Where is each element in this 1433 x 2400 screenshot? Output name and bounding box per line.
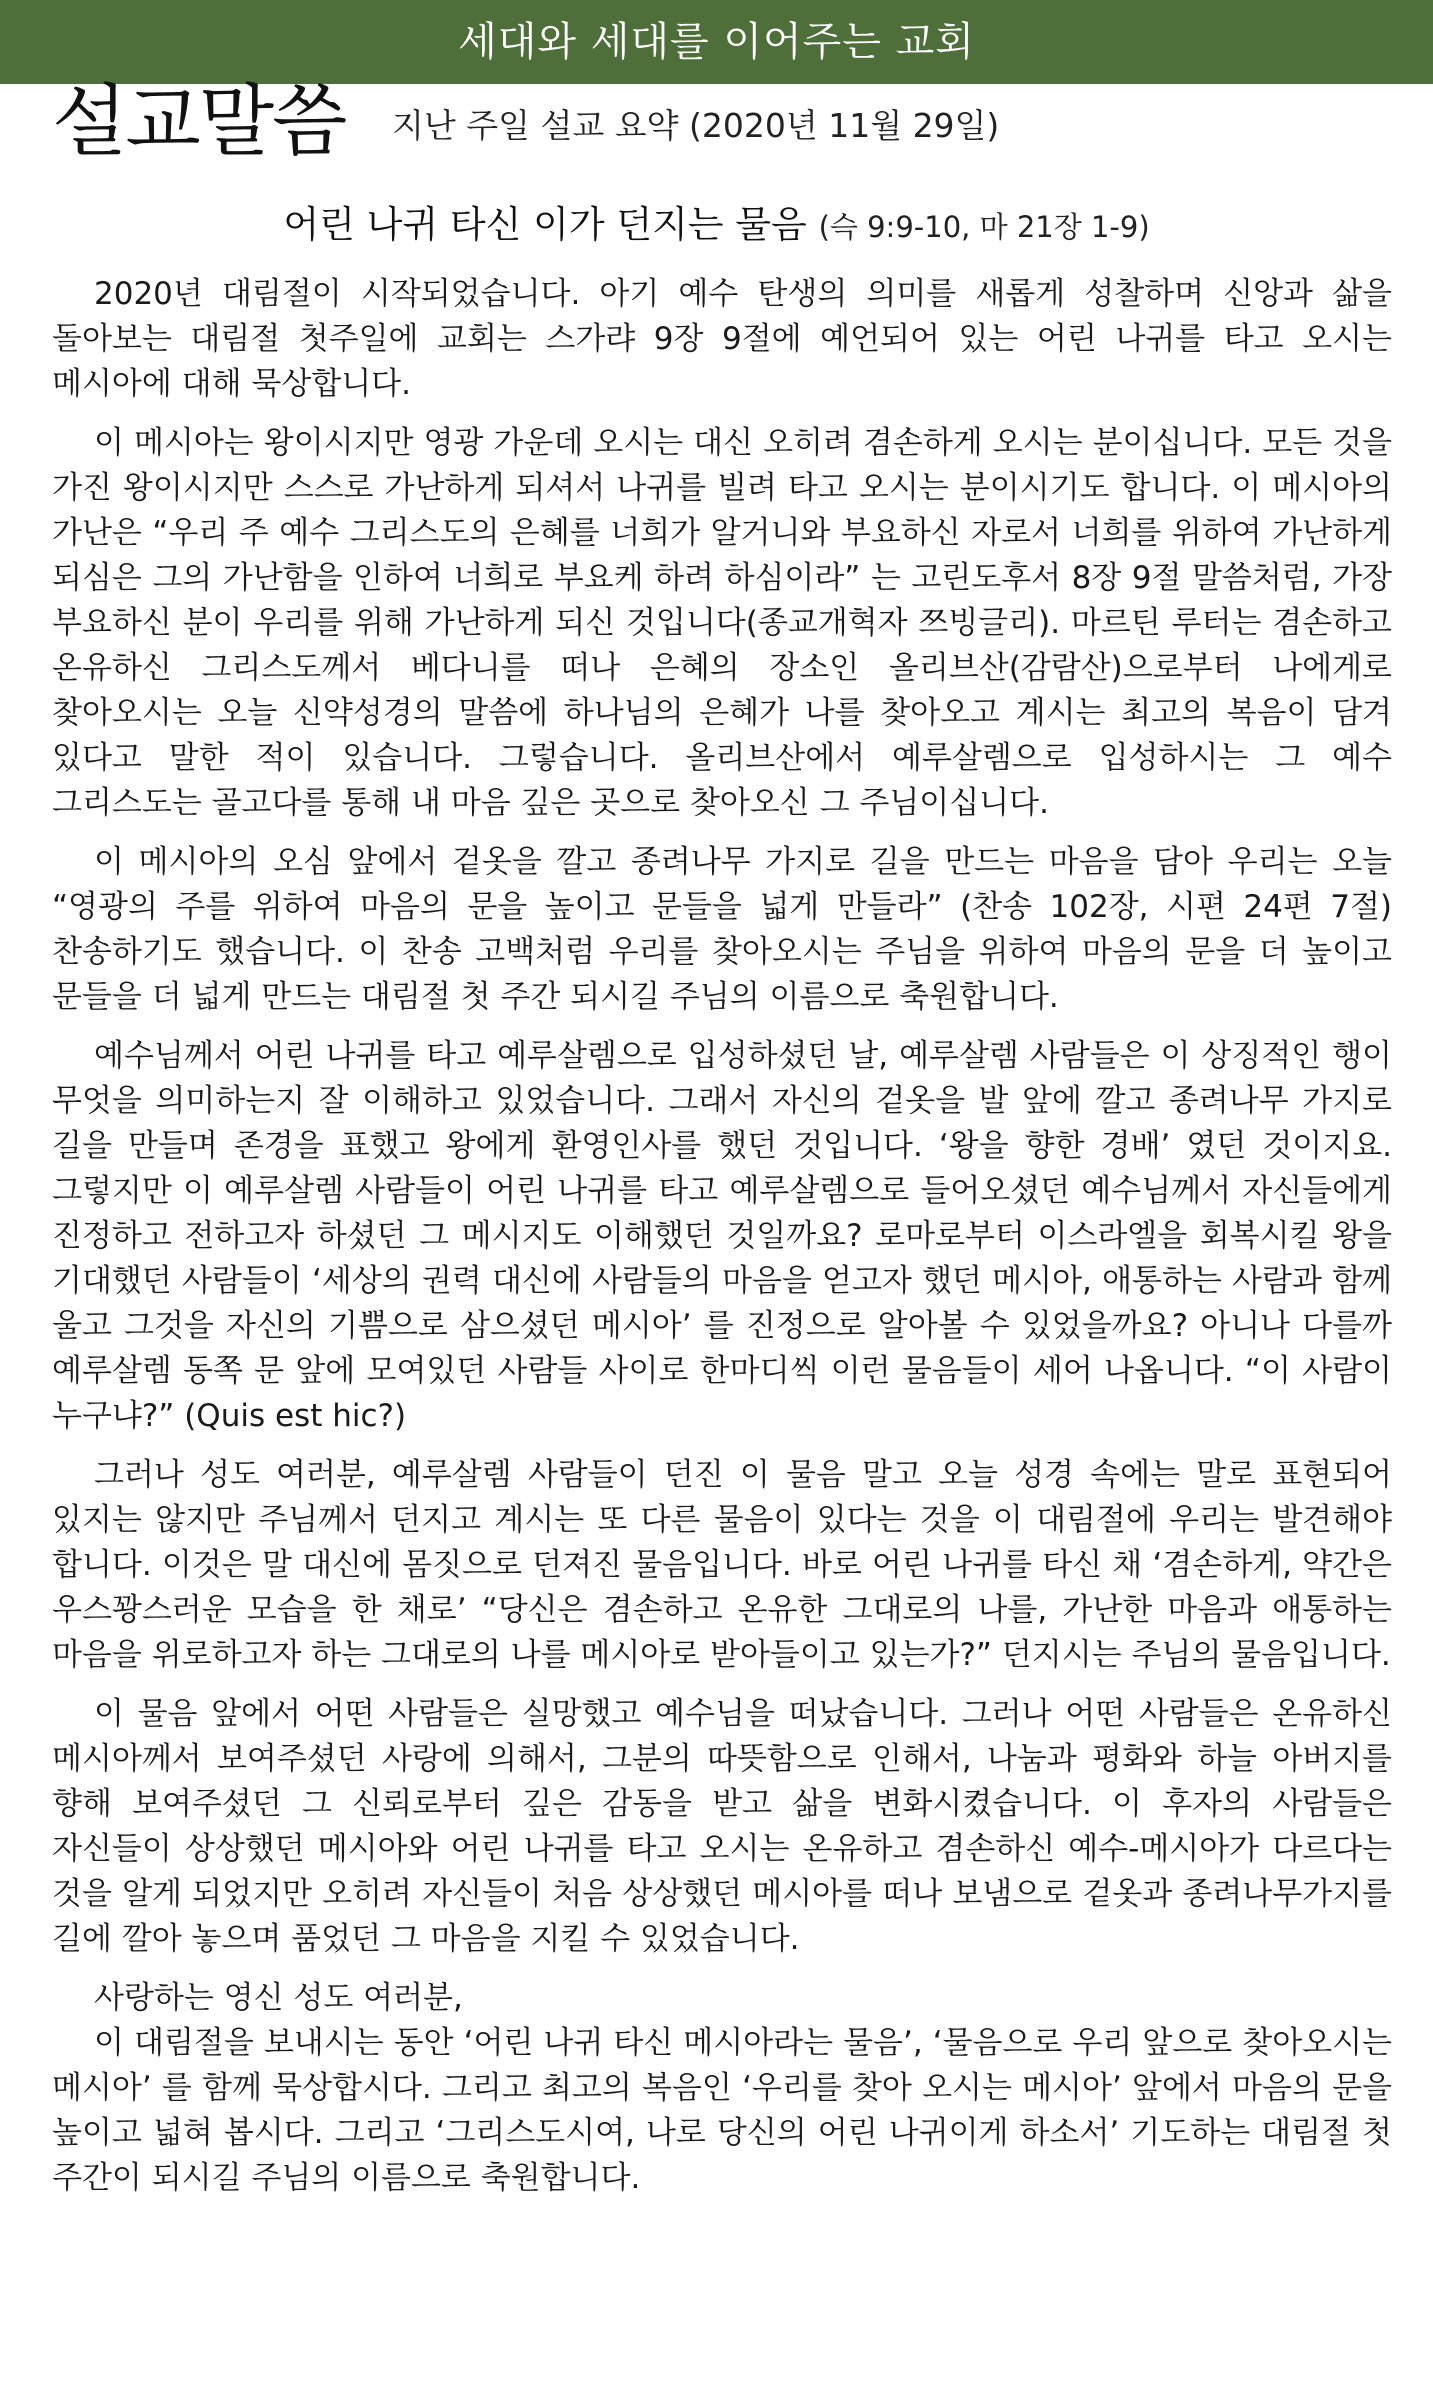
sermon-paragraph: 이 메시아의 오심 앞에서 겉옷을 깔고 종려나무 가지로 길을 만드는 마음을 담아 우리는 오늘 “영광의 주를 위하여 마음의 문을 높이고 문들을 넓게 만들라” (찬송 102장, 시편 24편 7절) 찬송하기도 했습니다. 이 찬송 고백처럼 우리를 찾아오시는 주님을 위하여 마음의 문을 더 높이고 문들을 더 넓게 만드는 대림절 첫 주간 되시길 주님의 이름으로 축원합니다.	[52, 844, 1392, 1015]
sermon-paragraph: 2020년 대림절이 시작되었습니다. 아기 예수 탄생의 의미를 새롭게 성찰하며 신앙과 삶을 돌아보는 대림절 첫주일에 교회는 스가랴 9장 9절에 예언되어 있는 어린 나귀를 타고 오시는 메시아에 대해 묵상합니다.	[52, 276, 1392, 402]
sermon-title-text: 어린 나귀 타신 이가 던지는 물음	[283, 203, 807, 246]
scripture-reference: (슥 9:9-10, 마 21장 1-9)	[818, 210, 1150, 244]
banner-text: 세대와 세대를 이어주는 교회	[458, 19, 975, 65]
sermon-paragraph: 이 물음 앞에서 어떤 사람들은 실망했고 예수님을 떠났습니다. 그러나 어떤 사람들은 온유하신 메시아께서 보여주셨던 사랑에 의해서, 그분의 따뜻함으로 인해서, 나눔과 평화와 하늘 아버지를 향해 보여주셨던 그 신뢰로부터 깊은 감동을 받고 삶을 변화시켰습니다. 이 후자의 사람들은 자신들이 상상했던 메시아와 어린 나귀를 타고 오시는 온유하고 겸손하신 예수-메시아가 다르다는 것을 알게 되었지만 오히려 자신들이 처음 상상했던 메시아를 떠나 보냄으로 겉옷과 종려나무가지를 길에 깔아 놓으며 품었던 그 마음을 지킬 수 있었습니다.	[52, 1696, 1392, 1957]
sermon-paragraph: 예수님께서 어린 나귀를 타고 예루살렘으로 입성하셨던 날, 예루살렘 사람들은 이 상징적인 행이 무엇을 의미하는지 잘 이해하고 있었습니다. 그래서 자신의 겉옷을 발 앞에 깔고 종려나무 가지로 길을 만들며 존경을 표했고 왕에게 환영인사를 했던 것입니다. ‘왕을 향한 경배’ 였던 것이지요. 그렇지만 이 예루살렘 사람들이 어린 나귀를 타고 예루살렘으로 들어오셨던 예수님께서 자신들에게 진정하고 전하고자 하셨던 그 메시지도 이해했던 것일까요? 로마로부터 이스라엘을 회복시킬 왕을 기대했던 사람들이 ‘세상의 권력 대신에 사람들의 마음을 얻고자 했던 메시아, 애통하는 사람과 함께 울고 그것을 자신의 기쁨으로 삼으셨던 메시아’ 를 진정으로 알아볼 수 있었을까요? 아니나 다를까 예루살렘 동쪽 문 앞에 모여있던 사람들 사이로 한마디씩 이런 물음들이 세어 나옵니다. “이 사람이 누구냐?” (Quis est hic?)	[52, 1038, 1392, 1434]
section-title: 설교말씀	[52, 77, 346, 167]
church-motto-banner	[0, 0, 1433, 84]
sermon-body	[52, 272, 1392, 2201]
sermon-summary-label: 지난 주일 설교 요약 (2020년 11월 29일)	[392, 106, 1000, 145]
sermon-paragraph: 그러나 성도 여러분, 예루살렘 사람들이 던진 이 물음 말고 오늘 성경 속에는 말로 표현되어 있지는 않지만 주님께서 던지고 계시는 또 다른 물음이 있다는 것을 이 대림절에 우리는 발견해야 합니다. 이것은 말 대신에 몸짓으로 던져진 물음입니다. 바로 어린 나귀를 타신 채 ‘겸손하게, 약간은 우스꽝스러운 모습을 한 채로’ “당신은 겸손하고 온유한 그대로의 나를, 가난한 마음과 애통하는 마음을 위로하고자 하는 그대로의 나를 메시아로 받아들이고 있는가?” 던지시는 주님의 물음입니다.	[52, 1457, 1392, 1673]
sermon-closing: 이 대림절을 보내시는 동안 ‘어린 나귀 타신 메시아라는 물음’, ‘물음으로 우리 앞으로 찾아오시는 메시아’ 를 함께 묵상합시다. 그리고 최고의 복음인 ‘우리를 찾아 오시는 메시아’ 앞에서 마음의 문을 높이고 넓혀 봅시다. 그리고 ‘그리스도시여, 나로 당신의 어린 나귀이게 하소서’ 기도하는 대림절 첫 주간이 되시길 주님의 이름으로 축원합니다.	[52, 2025, 1392, 2196]
sermon-greeting: 사랑하는 영신 성도 여러분,	[94, 1980, 463, 2016]
bulletin-header	[52, 76, 1392, 168]
sermon-title	[0, 200, 1433, 252]
sermon-paragraph: 이 메시아는 왕이시지만 영광 가운데 오시는 대신 오히려 겸손하게 오시는 분이십니다. 모든 것을 가진 왕이시지만 스스로 가난하게 되셔서 나귀를 빌려 타고 오시는 분이시기도 합니다. 이 메시아의 가난은 “우리 주 예수 그리스도의 은혜를 너희가 알거니와 부요하신 자로서 너희를 위하여 가난하게 되심은 그의 가난함을 인하여 너희로 부요케 하려 하심이라” 는 고린도후서 8장 9절 말씀처럼, 가장 부요하신 분이 우리를 위해 가난하게 되신 것입니다(종교개혁자 쯔빙글리). 마르틴 루터는 겸손하고 온유하신 그리스도께서 베다니를 떠나 은혜의 장소인 올리브산(감람산)으로부터 나에게로 찾아오시는 오늘 신약성경의 말씀에 하나님의 은혜가 나를 찾아오고 계시는 최고의 복음이 담겨 있다고 말한 적이 있습니다. 그렇습니다. 올리브산에서 예루살렘으로 입성하시는 그 예수 그리스도는 골고다를 통해 내 마음 깊은 곳으로 찾아오신 그 주님이십니다.	[52, 425, 1392, 821]
